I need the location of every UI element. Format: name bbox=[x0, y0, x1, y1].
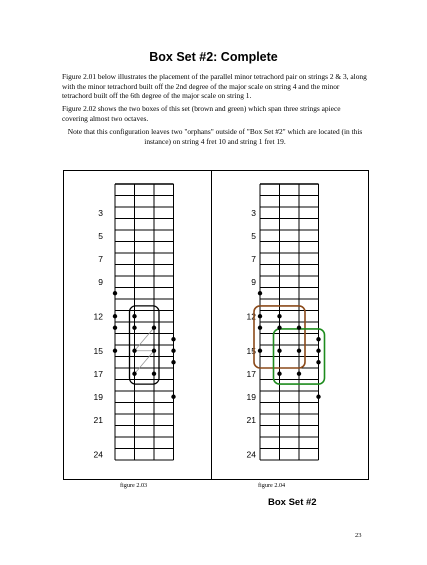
fret-number: 21 bbox=[246, 414, 256, 425]
fret-number: 15 bbox=[246, 345, 256, 356]
note-dot bbox=[132, 372, 136, 376]
note-dot bbox=[258, 326, 262, 330]
note-dot bbox=[132, 349, 136, 353]
page-number: 23 bbox=[355, 532, 362, 539]
fret-number: 12 bbox=[93, 311, 103, 322]
note-dot bbox=[277, 372, 281, 376]
box-set-label: Box Set #2 bbox=[268, 497, 317, 508]
fret-number: 9 bbox=[251, 276, 256, 287]
note-dot bbox=[171, 337, 175, 341]
note-dot bbox=[152, 326, 156, 330]
fret-number: 17 bbox=[246, 368, 256, 379]
note-dot bbox=[132, 326, 136, 330]
note-dot bbox=[113, 314, 117, 318]
fret-number: 12 bbox=[246, 311, 256, 322]
fret-number: 24 bbox=[93, 449, 103, 460]
note-dot bbox=[316, 395, 320, 399]
note-dot bbox=[297, 326, 301, 330]
note-dot bbox=[258, 291, 262, 295]
note-dot bbox=[316, 337, 320, 341]
page-title: Box Set #2: Complete bbox=[149, 50, 278, 64]
note-dot bbox=[113, 349, 117, 353]
paragraph-orphans: Note that this configuration leaves two "orphans" outside of "Box Set #2" which are located (in this instance) on string 4 fret 10 and string 1 fret 19. bbox=[67, 127, 363, 146]
paragraph-intro: Figure 2.01 below illustrates the placement of the parallel minor tetrachord pair on strings 2 & 3, along with the minor tetrachord built off the 2nd degree of the major scale on string 4 and the minor tetrachord built off the 6th degree of the major scale on string 1. bbox=[62, 72, 367, 101]
fret-number: 15 bbox=[93, 345, 103, 356]
note-dot bbox=[152, 372, 156, 376]
paragraph-boxes: Figure 2.02 shows the two boxes of this set (brown and green) which span three strings apiece covering almost two octaves. bbox=[62, 104, 341, 123]
fret-number: 7 bbox=[251, 253, 256, 264]
note-dot bbox=[258, 349, 262, 353]
note-dot bbox=[258, 314, 262, 318]
fret-number: 5 bbox=[251, 230, 256, 241]
note-dot bbox=[171, 395, 175, 399]
caption-figure-left: figure 2.03 bbox=[120, 482, 148, 489]
note-dot bbox=[277, 349, 281, 353]
note-dot bbox=[132, 314, 136, 318]
fret-number: 21 bbox=[93, 414, 103, 425]
fret-number: 24 bbox=[246, 449, 256, 460]
note-dot bbox=[171, 349, 175, 353]
connector-line bbox=[135, 328, 155, 374]
fretboard-left bbox=[94, 184, 176, 460]
note-dot bbox=[152, 349, 156, 353]
note-dot bbox=[316, 349, 320, 353]
note-dot bbox=[113, 326, 117, 330]
note-dot bbox=[277, 326, 281, 330]
fret-number: 17 bbox=[93, 368, 103, 379]
fret-number: 19 bbox=[246, 391, 256, 402]
note-dot bbox=[297, 349, 301, 353]
fretboard-right bbox=[247, 184, 325, 460]
fret-number: 3 bbox=[98, 207, 103, 218]
note-dot bbox=[277, 314, 281, 318]
note-dot bbox=[113, 291, 117, 295]
fret-number: 5 bbox=[98, 230, 103, 241]
fret-number: 3 bbox=[251, 207, 256, 218]
caption-figure-right: figure 2.04 bbox=[258, 482, 286, 489]
fret-number: 9 bbox=[98, 276, 103, 287]
note-dot bbox=[171, 360, 175, 364]
note-dot bbox=[297, 372, 301, 376]
fret-number: 19 bbox=[93, 391, 103, 402]
fret-number: 7 bbox=[98, 253, 103, 264]
note-dot bbox=[316, 360, 320, 364]
